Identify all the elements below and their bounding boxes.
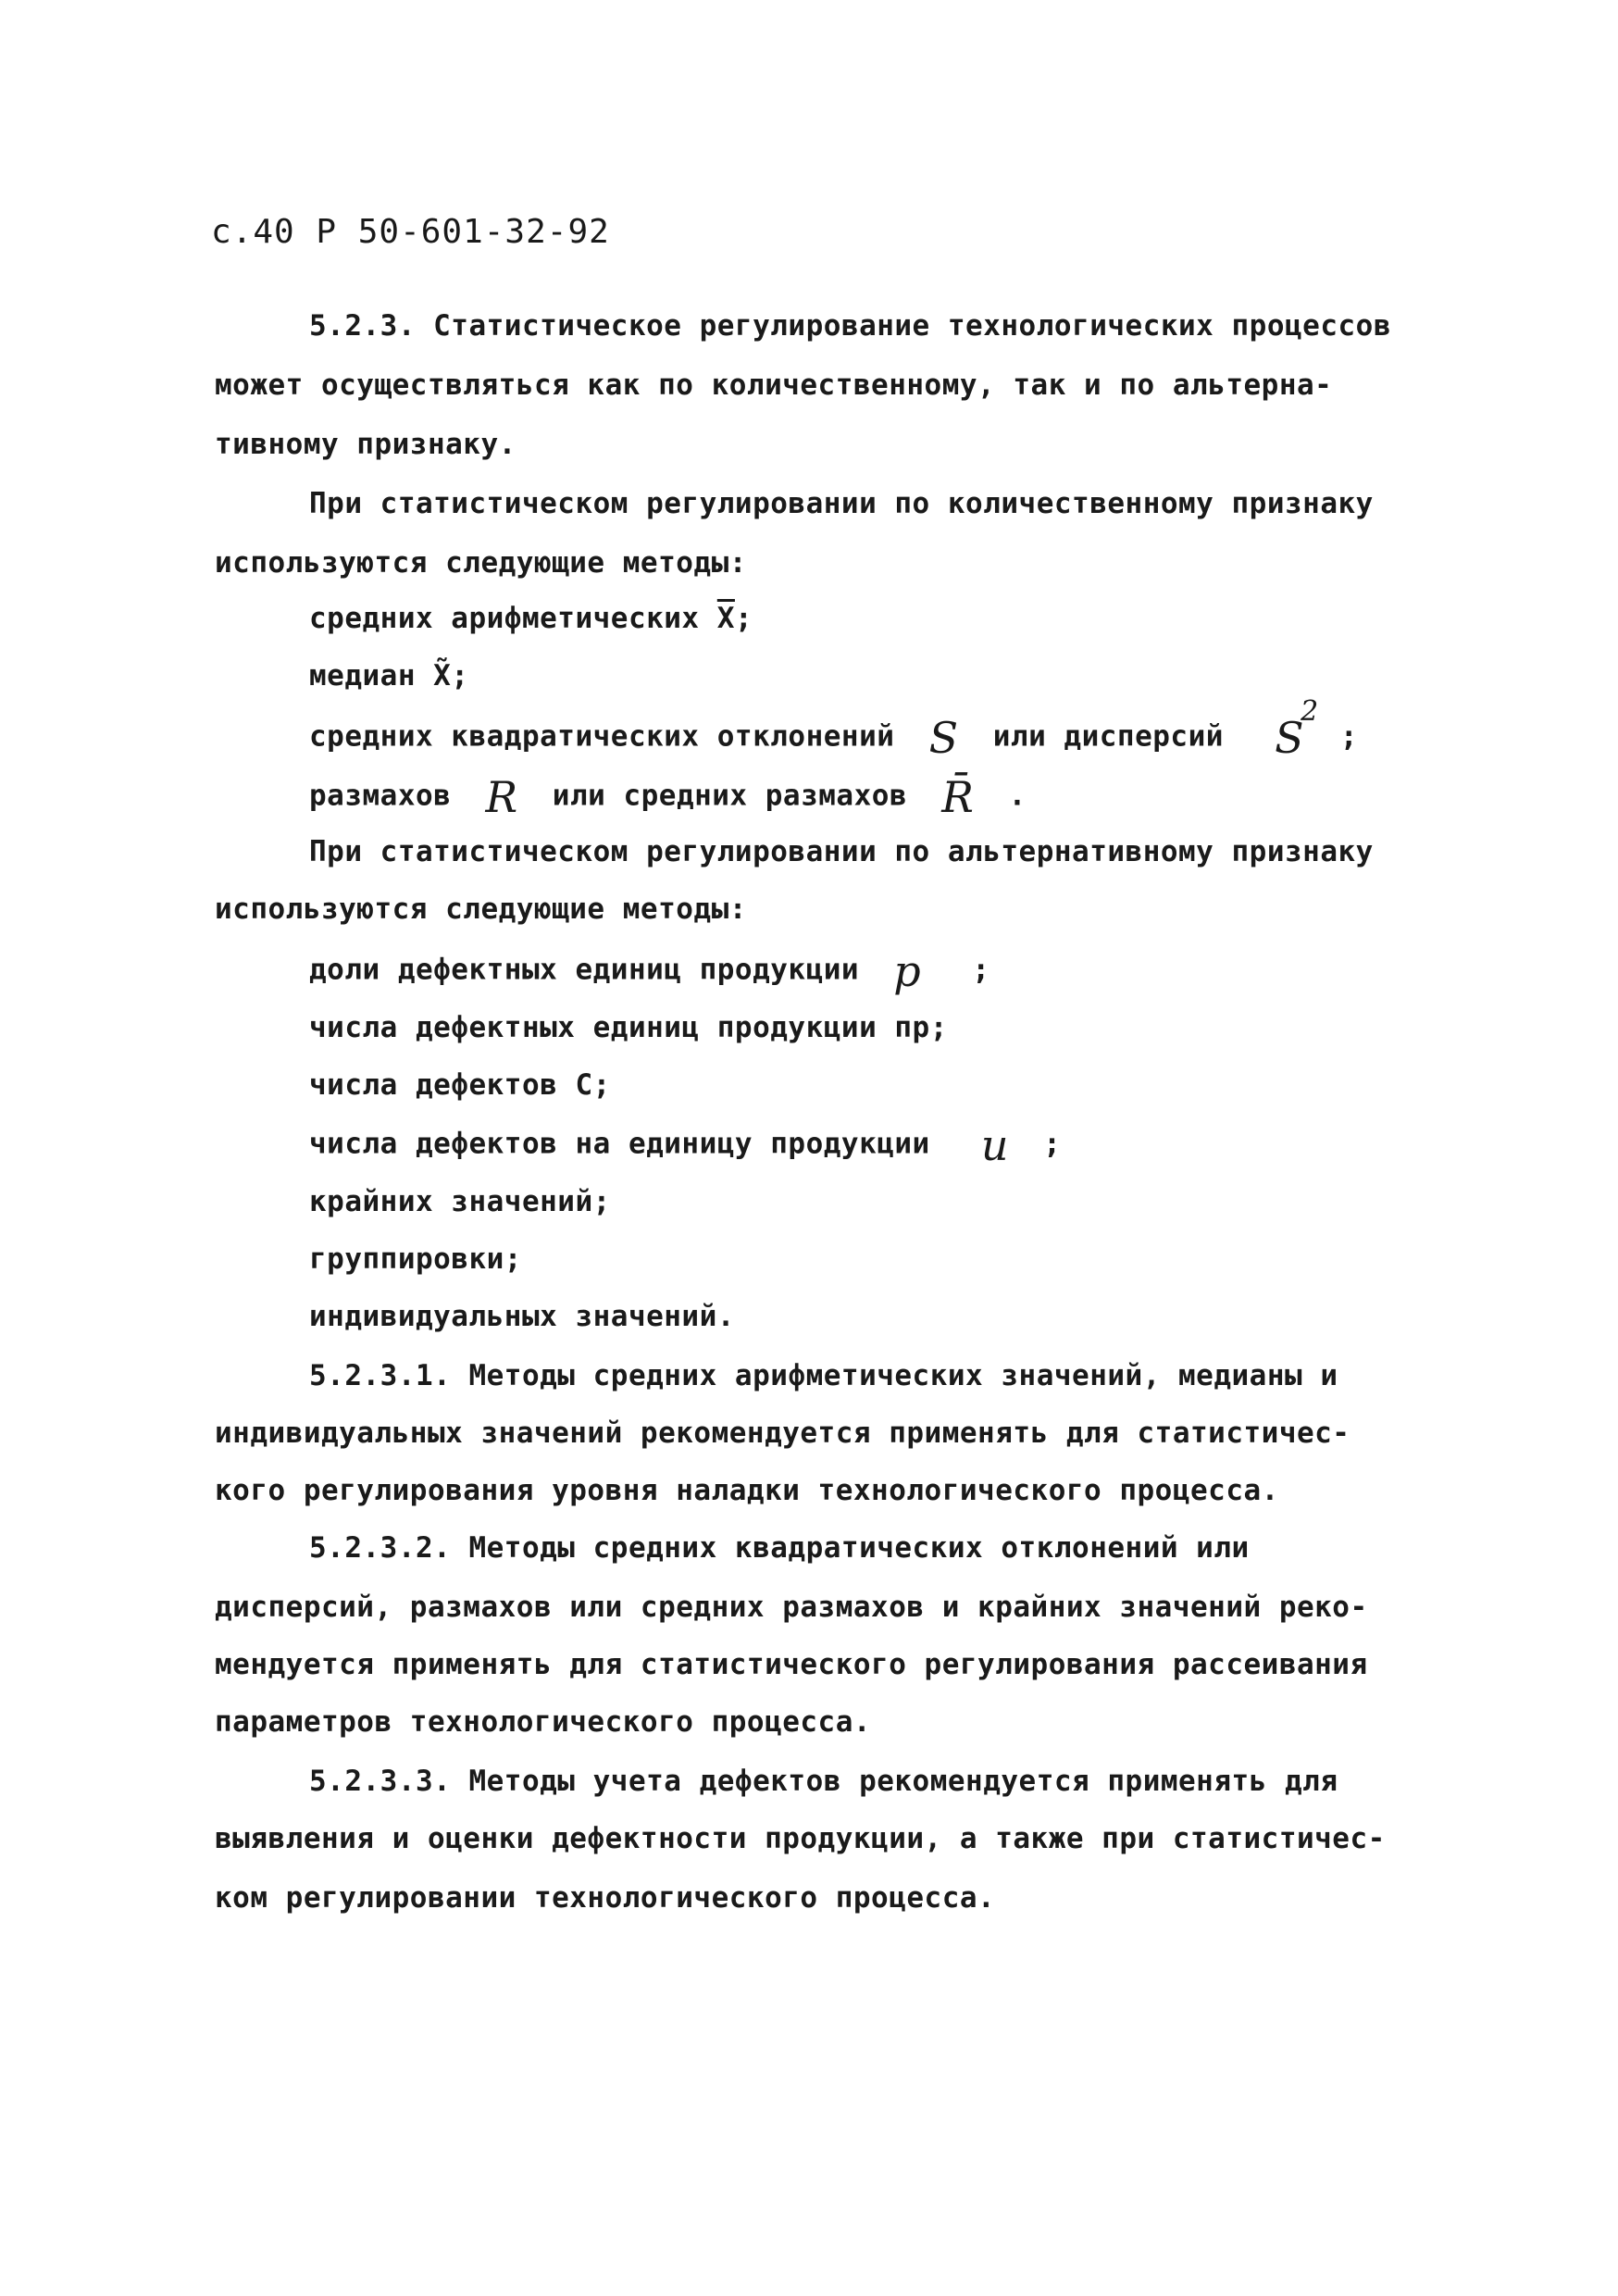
page-header: с.40 Р 50-601-32-92 — [211, 213, 610, 251]
section-523-line-2: может осуществляться как по количественному, так и по альтерна- — [215, 368, 1333, 402]
alt-method-defects-per-unit — [309, 1120, 1062, 1170]
alt-method-defects-per-unit-end: ; — [1043, 1127, 1062, 1161]
section-5233-line-2: выявления и оценки дефектности продукции, а также при статистичес- — [215, 1822, 1386, 1855]
r-bar-handwritten-symbol: R̄ — [941, 772, 975, 822]
section-5232-line-4: параметров технологического процесса. — [215, 1705, 872, 1739]
quant-method-median-end: ; — [451, 659, 469, 693]
quant-method-range-text: размахов — [309, 779, 452, 813]
alt-method-defect-share — [309, 946, 990, 996]
quant-method-stddev-text: средних квадратических отклонений — [309, 719, 895, 754]
s-handwritten-symbol: S — [928, 713, 959, 763]
s-squared-handwritten-symbol: S — [1275, 713, 1305, 763]
section-523-line-3: тивному признаку. — [215, 428, 517, 461]
section-5232-line-3: мендуется применять для статистического регулирования рассеивания — [215, 1648, 1368, 1681]
quant-method-mean-end: ; — [734, 602, 753, 635]
quant-method-range-end: . — [1008, 779, 1027, 813]
section-5232-line-1: 5.2.3.2. Методы средних квадратических отклонений или — [309, 1531, 1250, 1565]
quant-method-stddev — [309, 694, 1359, 763]
quant-method-range — [309, 772, 1027, 822]
alt-intro-line-1: При статистическом регулировании по альтернативному признаку — [309, 835, 1374, 868]
quant-intro-line-1: При статистическом регулировании по количественному признаку — [309, 487, 1374, 520]
section-523-line-1: 5.2.3. Статистическое регулирование технологических процессов — [309, 309, 1391, 343]
superscript-two: 2 — [1301, 694, 1319, 728]
quant-method-mean-text: средних арифметических — [309, 602, 700, 635]
alt-method-defects-per-unit-text: числа дефектов на единицу продукции — [309, 1127, 930, 1161]
section-5233-line-1: 5.2.3.3. Методы учета дефектов рекомендуется применять для — [309, 1765, 1338, 1798]
alt-method-defect-share-text: доли дефектных единиц продукции — [309, 953, 860, 987]
section-5231-line-3: кого регулирования уровня наладки технологического процесса. — [215, 1474, 1279, 1507]
quant-method-median-text: медиан — [309, 659, 416, 693]
p-handwritten-symbol: p — [893, 946, 922, 996]
quant-method-mean — [309, 600, 753, 637]
section-5231-line-1: 5.2.3.1. Методы средних арифметических значений, медианы и — [309, 1359, 1338, 1392]
alt-method-defect-share-end: ; — [972, 953, 990, 987]
section-5233-line-3: ком регулировании технологического процесса. — [215, 1881, 996, 1915]
x-tilde-symbol: X̃ — [433, 659, 452, 693]
quant-method-stddev-mid: или дисперсий — [992, 719, 1224, 754]
alt-method-defect-count-units: числа дефектных единиц продукции пр; — [309, 1011, 948, 1044]
alt-method-individual-values: индивидуальных значений. — [309, 1300, 735, 1333]
quant-intro-line-2: используются следующие методы: — [215, 546, 747, 580]
alt-intro-line-2: используются следующие методы: — [215, 892, 747, 926]
x-bar-symbol: $\overline{X}$ — [716, 602, 735, 635]
u-handwritten-symbol: u — [980, 1120, 1010, 1170]
alt-method-defect-count: числа дефектов С; — [309, 1068, 611, 1102]
quant-method-stddev-end: ; — [1339, 719, 1359, 754]
r-handwritten-symbol: R — [485, 772, 518, 822]
quant-method-median — [309, 657, 469, 694]
alt-method-grouping: группировки; — [309, 1242, 522, 1276]
section-5231-line-2: индивидуальных значений рекомендуется применять для статистичес- — [215, 1416, 1350, 1450]
section-5232-line-2: дисперсий, размахов или средних размахов и крайних значений реко- — [215, 1591, 1368, 1624]
quant-method-range-mid: или средних размахов — [552, 779, 908, 813]
alt-method-extreme-values: крайних значений; — [309, 1185, 611, 1218]
